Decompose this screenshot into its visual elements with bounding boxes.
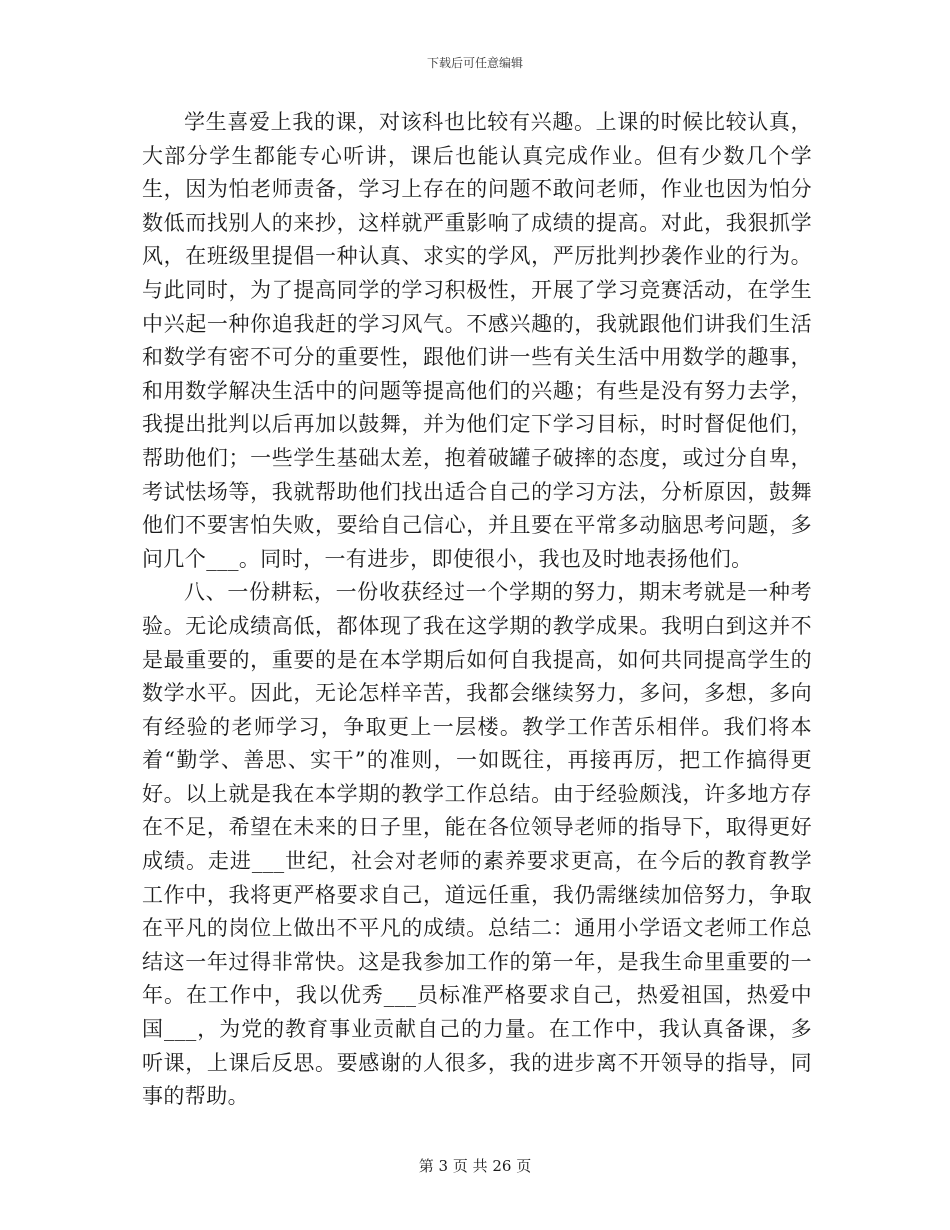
document-body bbox=[142, 106, 812, 1114]
paragraph-2: 八、一份耕耘，一份收获经过一个学期的努力，期末考就是一种考验。无论成绩高低，都体现了我在这学期的教学成果。我明白到这并不是最重要的，重要的是在本学期后如何自我提高，如何共同提高学生的数学水平。因此，无论怎样辛苦，我都会继续努力，多问，多想，多向有经验的老师学习，争取更上一层楼。教学工作苦乐相伴。我们将本着“勤学、善思、实干”的准则，一如既往，再接再厉，把工作搞得更好。以上就是我在本学期的教学工作总结。由于经验颇浅，许多地方存在不足，希望在未来的日子里，能在各位领导老师的指导下，取得更好成绩。走进___世纪，社会对老师的素养要求更高，在今后的教育教学工作中，我将更严格要求自己，道远任重，我仍需继续加倍努力，争取在平凡的岗位上做出不平凡的成绩。总结二：通用小学语文老师工作总结这一年过得非常快。这是我参加工作的第一年，是我生命里重要的一年。在工作中，我以优秀___员标准严格要求自己，热爱祖国，热爱中国___，为党的教育事业贡献自己的力量。在工作中，我认真备课，多听课，上课后反思。要感谢的人很多，我的进步离不开领导的指导，同事的帮助。 bbox=[142, 580, 812, 1109]
paragraph-1: 学生喜爱上我的课，对该科也比较有兴趣。上课的时候比较认真，大部分学生都能专心听讲，课后也能认真完成作业。但有少数几个学生，因为怕老师责备，学习上存在的问题不敢问老师，作业也因为怕分数低而找别人的来抄，这样就严重影响了成绩的提高。对此，我狠抓学风，在班级里提倡一种认真、求实的学风，严厉批判抄袭作业的行为。与此同时，为了提高同学的学习积极性，开展了学习竞赛活动，在学生中兴起一种你追我赶的学习风气。不感兴趣的，我就跟他们讲我们生活和数学有密不可分的重要性，跟他们讲一些有关生活中用数学的趣事，和用数学解决生活中的问题等提高他们的兴趣；有些是没有努力去学，我提出批判以后再加以鼓舞，并为他们定下学习目标，时时督促他们，帮助他们；一些学生基础太差，抱着破罐子破摔的态度，或过分自卑，考试怯场等，我就帮助他们找出适合自己的学习方法，分析原因，鼓舞他们不要害怕失败，要给自己信心，并且要在平常多动脑思考问题，多问几个___。同时，一有进步，即使很小，我也及时地表扬他们。 bbox=[142, 110, 812, 571]
page-header: 下载后可任意编辑 bbox=[426, 56, 523, 70]
page-number: 第 3 页 共 26 页 bbox=[418, 1157, 532, 1175]
